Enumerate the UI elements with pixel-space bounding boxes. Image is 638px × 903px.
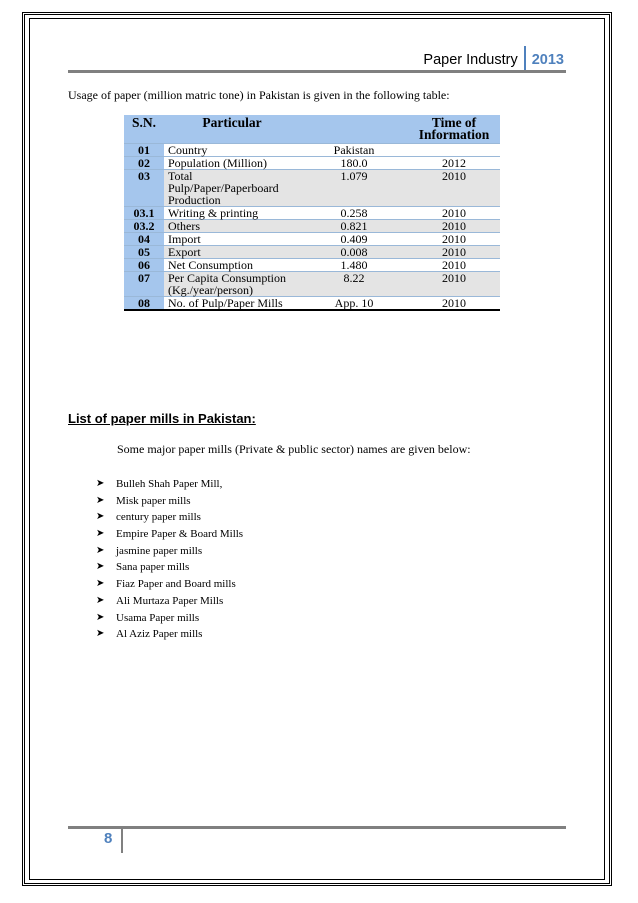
cell-value: App. 10 <box>300 297 408 311</box>
cell-time: 2010 <box>408 220 500 233</box>
table-row <box>124 259 500 272</box>
footer-separator <box>121 829 123 853</box>
list-item <box>96 509 243 526</box>
cell-time <box>408 144 500 157</box>
cell-particular: Country <box>164 144 300 157</box>
list-item <box>96 610 243 627</box>
arrow-bullet-icon: ➤ <box>96 544 105 556</box>
mill-name: jasmine paper mills <box>116 544 203 557</box>
cell-particular: No. of Pulp/Paper Mills <box>164 297 300 311</box>
table-row <box>124 220 500 233</box>
column-header-value <box>300 115 408 144</box>
arrow-bullet-icon: ➤ <box>96 561 105 573</box>
cell-value: Pakistan <box>300 144 408 157</box>
cell-value: 0.821 <box>300 220 408 233</box>
cell-sn: 02 <box>124 157 164 170</box>
cell-value: 0.008 <box>300 246 408 259</box>
table-row <box>124 272 500 297</box>
cell-time: 2012 <box>408 157 500 170</box>
header-year: 2013 <box>531 52 564 68</box>
header-title: Paper Industry <box>423 52 518 68</box>
column-header-time-line1: Time of <box>431 115 477 130</box>
cell-particular: Net Consumption <box>164 259 300 272</box>
cell-sn: 03.1 <box>124 207 164 220</box>
table-row <box>124 233 500 246</box>
arrow-bullet-icon: ➤ <box>96 494 105 506</box>
cell-time: 2010 <box>408 170 500 207</box>
list-item <box>96 626 243 643</box>
cell-sn: 03.2 <box>124 220 164 233</box>
table-intro-text: Usage of paper (million matric tone) in Pakistan is given in the following table: <box>68 88 450 102</box>
mill-name: Ali Murtaza Paper Mills <box>116 594 224 607</box>
mills-section-intro: Some major paper mills (Private & public sector) names are given below: <box>117 442 471 456</box>
table-row <box>124 297 500 311</box>
arrow-bullet-icon: ➤ <box>96 594 105 606</box>
table-row <box>124 144 500 157</box>
list-item <box>96 526 243 543</box>
mill-name: Empire Paper & Board Mills <box>116 528 244 541</box>
page-header <box>423 44 564 70</box>
cell-time: 2010 <box>408 246 500 259</box>
cell-value: 0.409 <box>300 233 408 246</box>
mill-name: Al Aziz Paper mills <box>116 628 203 641</box>
cell-time: 2010 <box>408 297 500 311</box>
cell-sn: 03 <box>124 170 164 207</box>
list-item <box>96 593 243 610</box>
cell-sn: 08 <box>124 297 164 311</box>
cell-sn: 05 <box>124 246 164 259</box>
cell-sn: 07 <box>124 272 164 297</box>
cell-value: 1.480 <box>300 259 408 272</box>
arrow-bullet-icon: ➤ <box>96 628 105 640</box>
cell-value: 0.258 <box>300 207 408 220</box>
page-number: 8 <box>104 830 113 847</box>
paper-mills-list <box>96 476 243 643</box>
mill-name: century paper mills <box>116 511 201 524</box>
cell-time: 2010 <box>408 259 500 272</box>
list-item <box>96 543 243 560</box>
table-header-row <box>124 115 500 144</box>
cell-particular: Export <box>164 246 300 259</box>
arrow-bullet-icon: ➤ <box>96 578 105 590</box>
cell-particular: Writing & printing <box>164 207 300 220</box>
mill-name: Fiaz Paper and Board mills <box>116 578 236 591</box>
arrow-bullet-icon: ➤ <box>96 611 105 623</box>
mill-name: Usama Paper mills <box>116 611 200 624</box>
list-item <box>96 576 243 593</box>
header-rule <box>68 70 566 73</box>
column-header-time <box>408 115 500 144</box>
column-header-sn: S.N. <box>124 115 164 144</box>
arrow-bullet-icon: ➤ <box>96 528 105 540</box>
list-item <box>96 493 243 510</box>
column-header-particular: Particular <box>164 115 300 144</box>
arrow-bullet-icon: ➤ <box>96 511 105 523</box>
arrow-bullet-icon: ➤ <box>96 478 105 489</box>
cell-value: 8.22 <box>300 272 408 297</box>
table-row <box>124 246 500 259</box>
cell-particular: Per Capita Consumption (Kg./year/person) <box>164 272 300 297</box>
list-item <box>96 559 243 576</box>
table-row <box>124 170 500 207</box>
paper-usage-table <box>124 115 500 311</box>
mill-name: Bulleh Shah Paper Mill, <box>116 478 223 490</box>
cell-sn: 01 <box>124 144 164 157</box>
cell-sn: 04 <box>124 233 164 246</box>
cell-particular: Others <box>164 220 300 233</box>
cell-value: 180.0 <box>300 157 408 170</box>
footer-rule <box>68 826 566 829</box>
cell-particular: Total Pulp/Paper/Paperboard Production <box>164 170 300 207</box>
cell-time: 2010 <box>408 207 500 220</box>
table-row <box>124 157 500 170</box>
cell-particular: Import <box>164 233 300 246</box>
cell-time: 2010 <box>408 272 500 297</box>
cell-value: 1.079 <box>300 170 408 207</box>
mill-name: Sana paper mills <box>116 561 190 574</box>
table-row <box>124 207 500 220</box>
mill-name: Misk paper mills <box>116 494 191 507</box>
list-item <box>96 476 243 493</box>
mills-section-heading: List of paper mills in Pakistan: <box>68 411 256 426</box>
cell-time: 2010 <box>408 233 500 246</box>
cell-sn: 06 <box>124 259 164 272</box>
column-header-time-line2: Information <box>418 127 490 142</box>
cell-particular: Population (Million) <box>164 157 300 170</box>
